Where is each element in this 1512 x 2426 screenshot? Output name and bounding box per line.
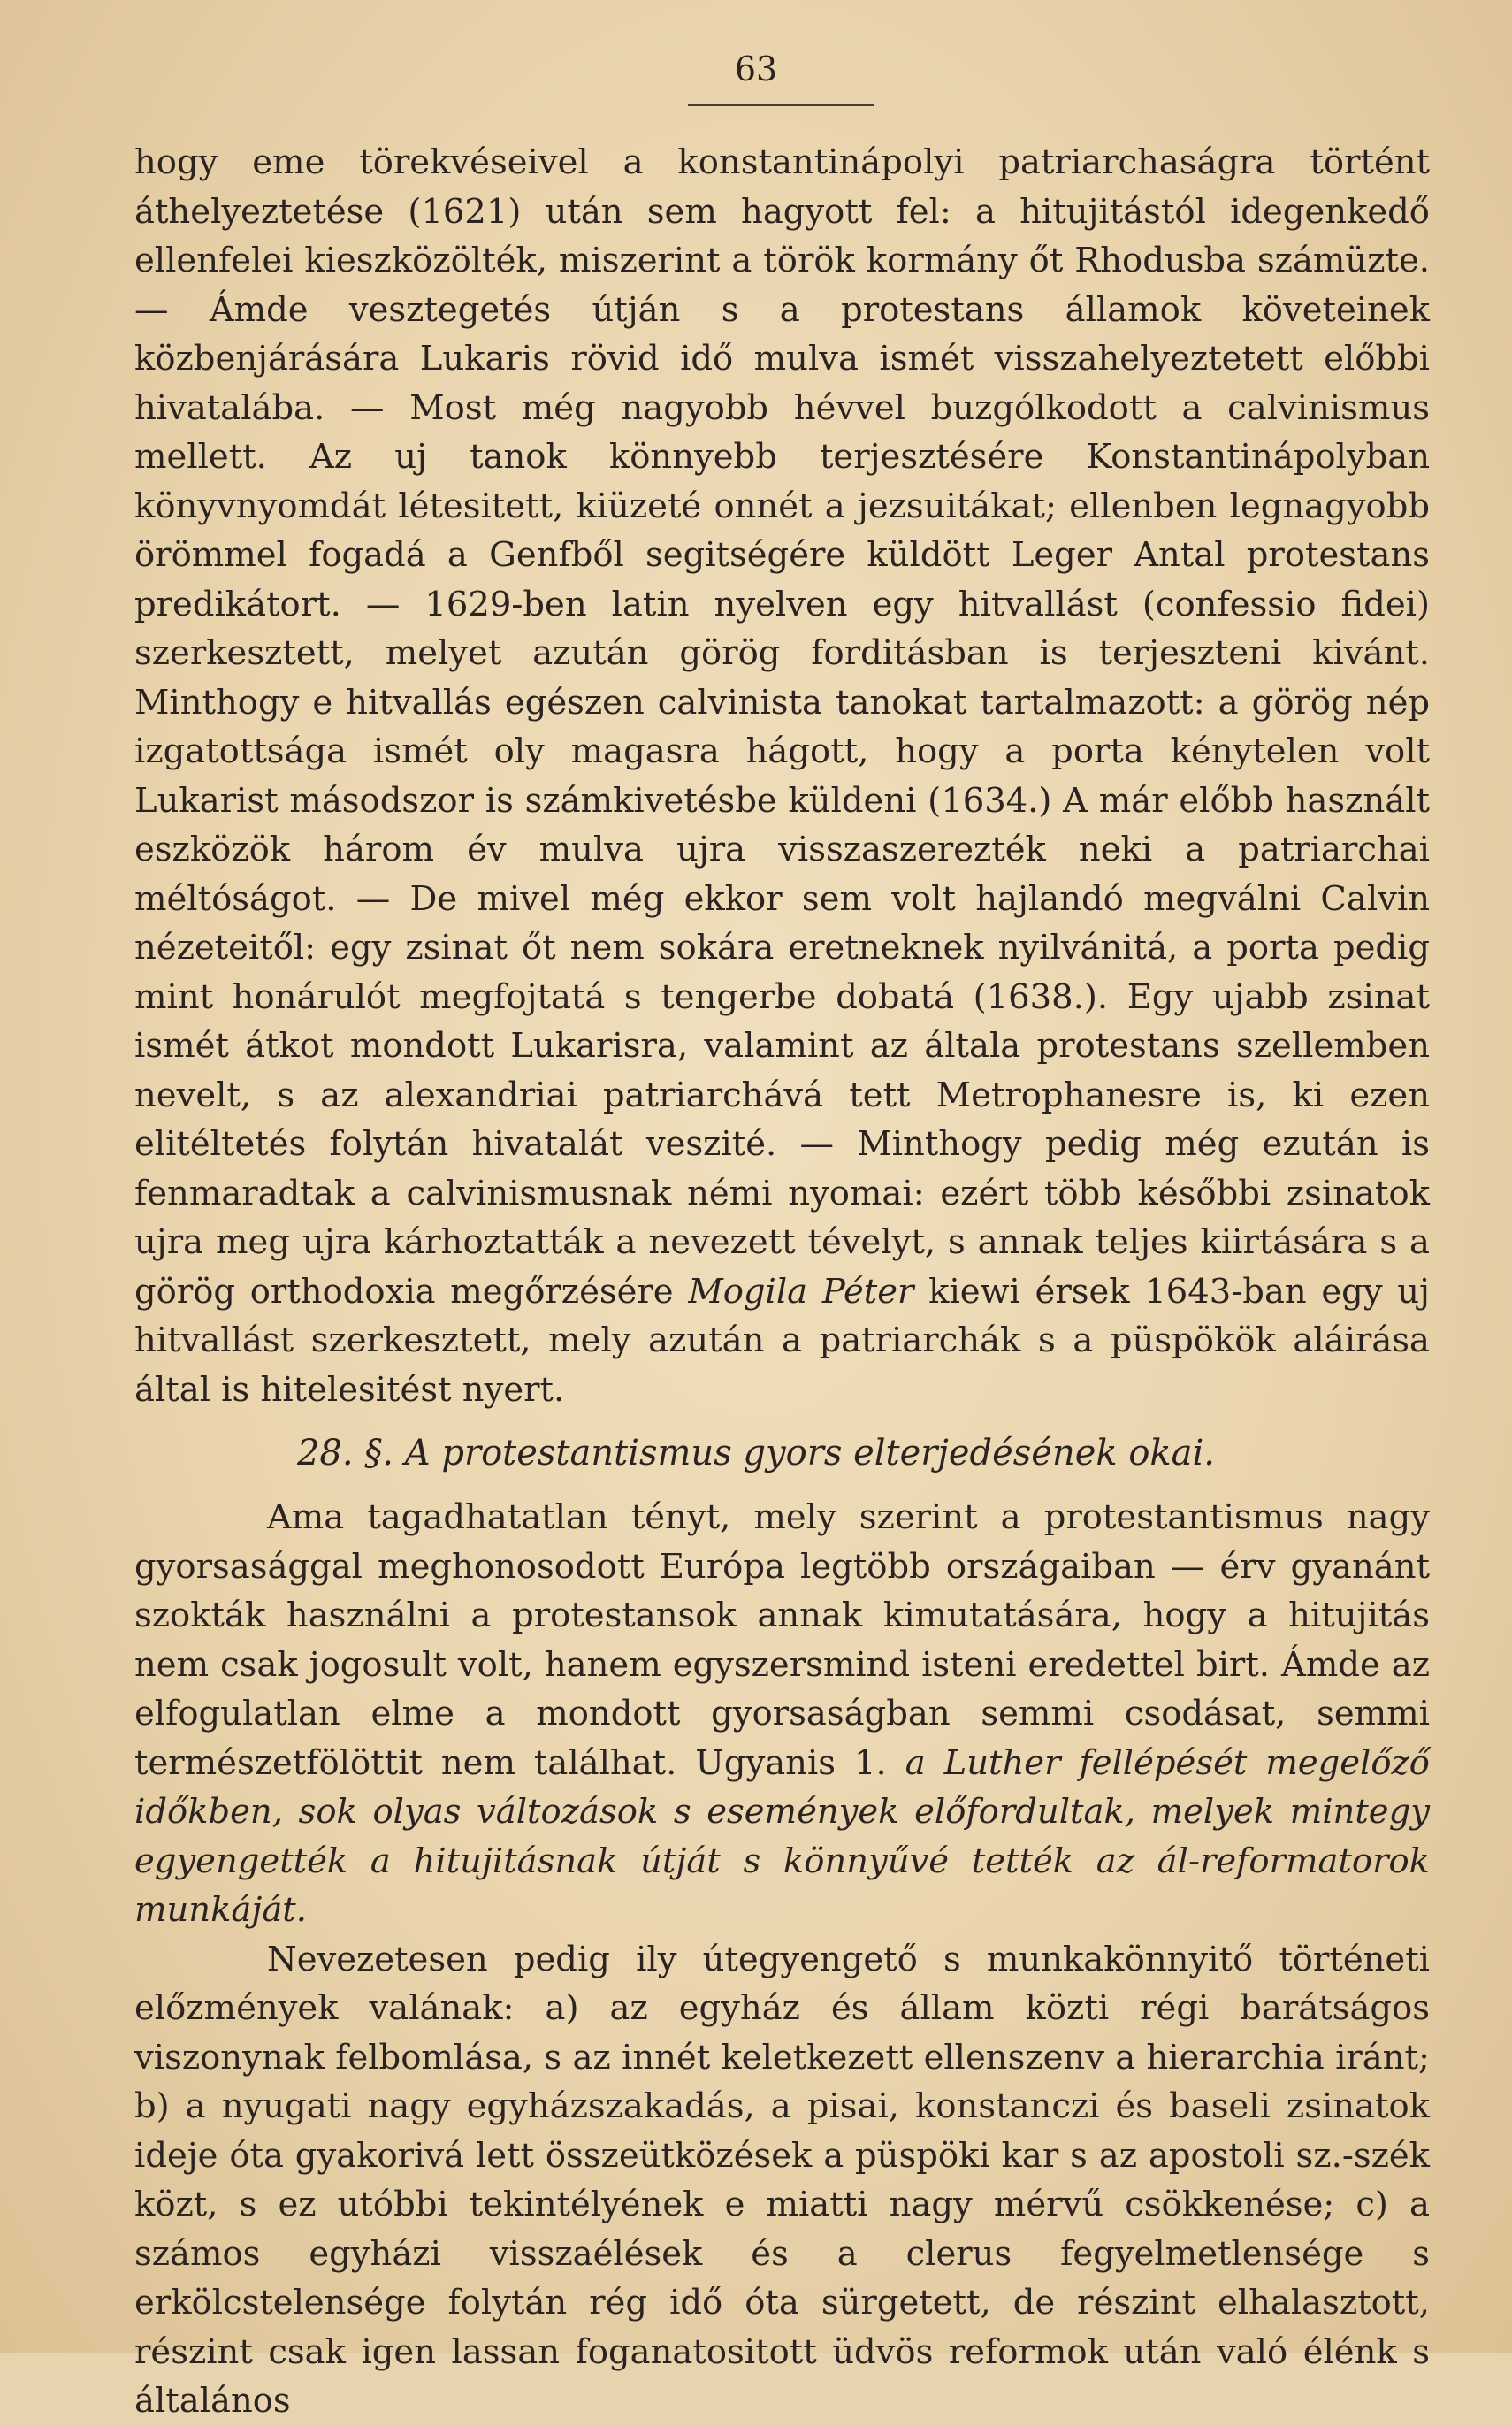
header-rule bbox=[688, 104, 874, 106]
paragraph-lukaris bbox=[134, 138, 1430, 1414]
section-number: 28. §. bbox=[296, 1433, 394, 1473]
paragraph-intro-italic: a Luther fellépését megelőző időkben, sok olyas változások s események előfordultak, melyek mintegy egyengették a hitujitásnak útját s könnyűvé tették az ál-reformatorok munkáját. bbox=[134, 1742, 1430, 1930]
section-heading bbox=[0, 1431, 1512, 1475]
page-number: 63 bbox=[734, 50, 778, 88]
section-title: A protestantismus gyors elterjedésének okai. bbox=[404, 1433, 1216, 1473]
text-block-continuation bbox=[134, 138, 1430, 1414]
paragraph-intro bbox=[134, 1493, 1430, 1935]
paragraph-text-end: kiewi érsek 1643-ban egy uj hitvallást szerkesztett, mely azután a patriarchák s a püspökök aláirása által is hitelesitést nyert. bbox=[134, 1271, 1430, 1410]
paragraph-causes: Nevezetesen pedig ily útegyengető s munkakönnyitő történeti előzmények valának: a) az egyház és állam közti régi barátságos viszonynak felbomlása, s az innét keletkezett ellenszenv a hierarchia iránt; b) a nyugati nagy egyházszakadás, a pisai, konstanczi és baseli zsinatok ideje óta gyakorivá lett összeütközések a püspöki kar s az apostoli sz.-szék közt, s ez utóbbi tekintélyének e miatti nagy mérvű csökkenése; c) a számos egyházi visszaélések és a clerus fegyelmetlensége s erkölcstelensége folytán rég idő óta sürgetett, de részint elhalasztott, részint csak igen lassan foganatositott üdvös reformok után való élénk s általános bbox=[134, 1939, 1430, 2421]
italic-name: Mogila Péter bbox=[688, 1271, 914, 1312]
paragraph-text: hogy eme törekvéseivel a konstantinápolyi patriarchaságra történt áthelyeztetése (1621) után sem hagyott fel: a hitujitástól idegenkedő ellenfelei kieszközölték, miszerint a török kormány őt Rhodusba számüzte. — Ámde vesztegetés útján s a protestans államok követeinek közbenjárására Lukaris rövid idő mulva ismét visszahelyeztetett előbbi hivatalába. — Most még nagyobb hévvel buzgólkodott a calvinismus mellett. Az uj tanok könnyebb terjesztésére Konstantinápolyban könyvnyomdát létesitett, kiüzeté onnét a jezsuitákat; ellenben legnagyobb örömmel fogadá a Genfből segitségére küldött Leger Antal protestans predikátort. — 1629-ben latin nyelven egy hitvallást (confessio fidei) szerkesztett, melyet azután görög forditásban is terjeszteni kivánt. Minthogy e hitvallás egészen calvinista tanokat tartalmazott: a görög nép izgatottsága ismét oly magasra hágott, hogy a porta kénytelen volt Lukarist másodszor is számkivetésbe küldeni (1634.) A már előbb használt eszközök három év mulva ujra visszaszerezték neki a patriarchai méltóságot. — De mivel még ekkor sem volt hajlandó megválni Calvin nézeteitől: egy zsinat őt nem sokára eretneknek nyilvánitá, a porta pedig mint honárulót megfojtatá s tengerbe dobatá (1638.). Egy ujabb zsinat ismét átkot mondott Lukarisra, valamint az általa protestans szellemben nevelt, s az alexandriai patriarchává tett Metrophanesre is, ki ezen elitéltetés folytán hivatalát veszité. — Minthogy pedig még ezután is fenmaradtak a calvinismusnak némi nyomai: ezért több későbbi zsinatok ujra meg ujra kárhoztatták a nevezett tévelyt, s annak teljes kiirtására s a görög orthodoxia megőrzésére bbox=[134, 142, 1430, 1312]
text-block-section-28 bbox=[134, 1493, 1430, 2426]
paragraph-intro-text: Ama tagadhatatlan tényt, mely szerint a protestantismus nagy gyorsasággal meghonosodott Európa legtöbb országaiban — érv gyanánt szokták használni a protestansok annak kimutatására, hogy a hitujitás nem csak jogosult volt, hanem egyszersmind isteni eredettel birt. Ámde az elfogulatlan elme a mondott gyorsaságban semmi csodásat, semmi természetfölöttit nem találhat. Ugyanis 1. bbox=[134, 1497, 1430, 1783]
